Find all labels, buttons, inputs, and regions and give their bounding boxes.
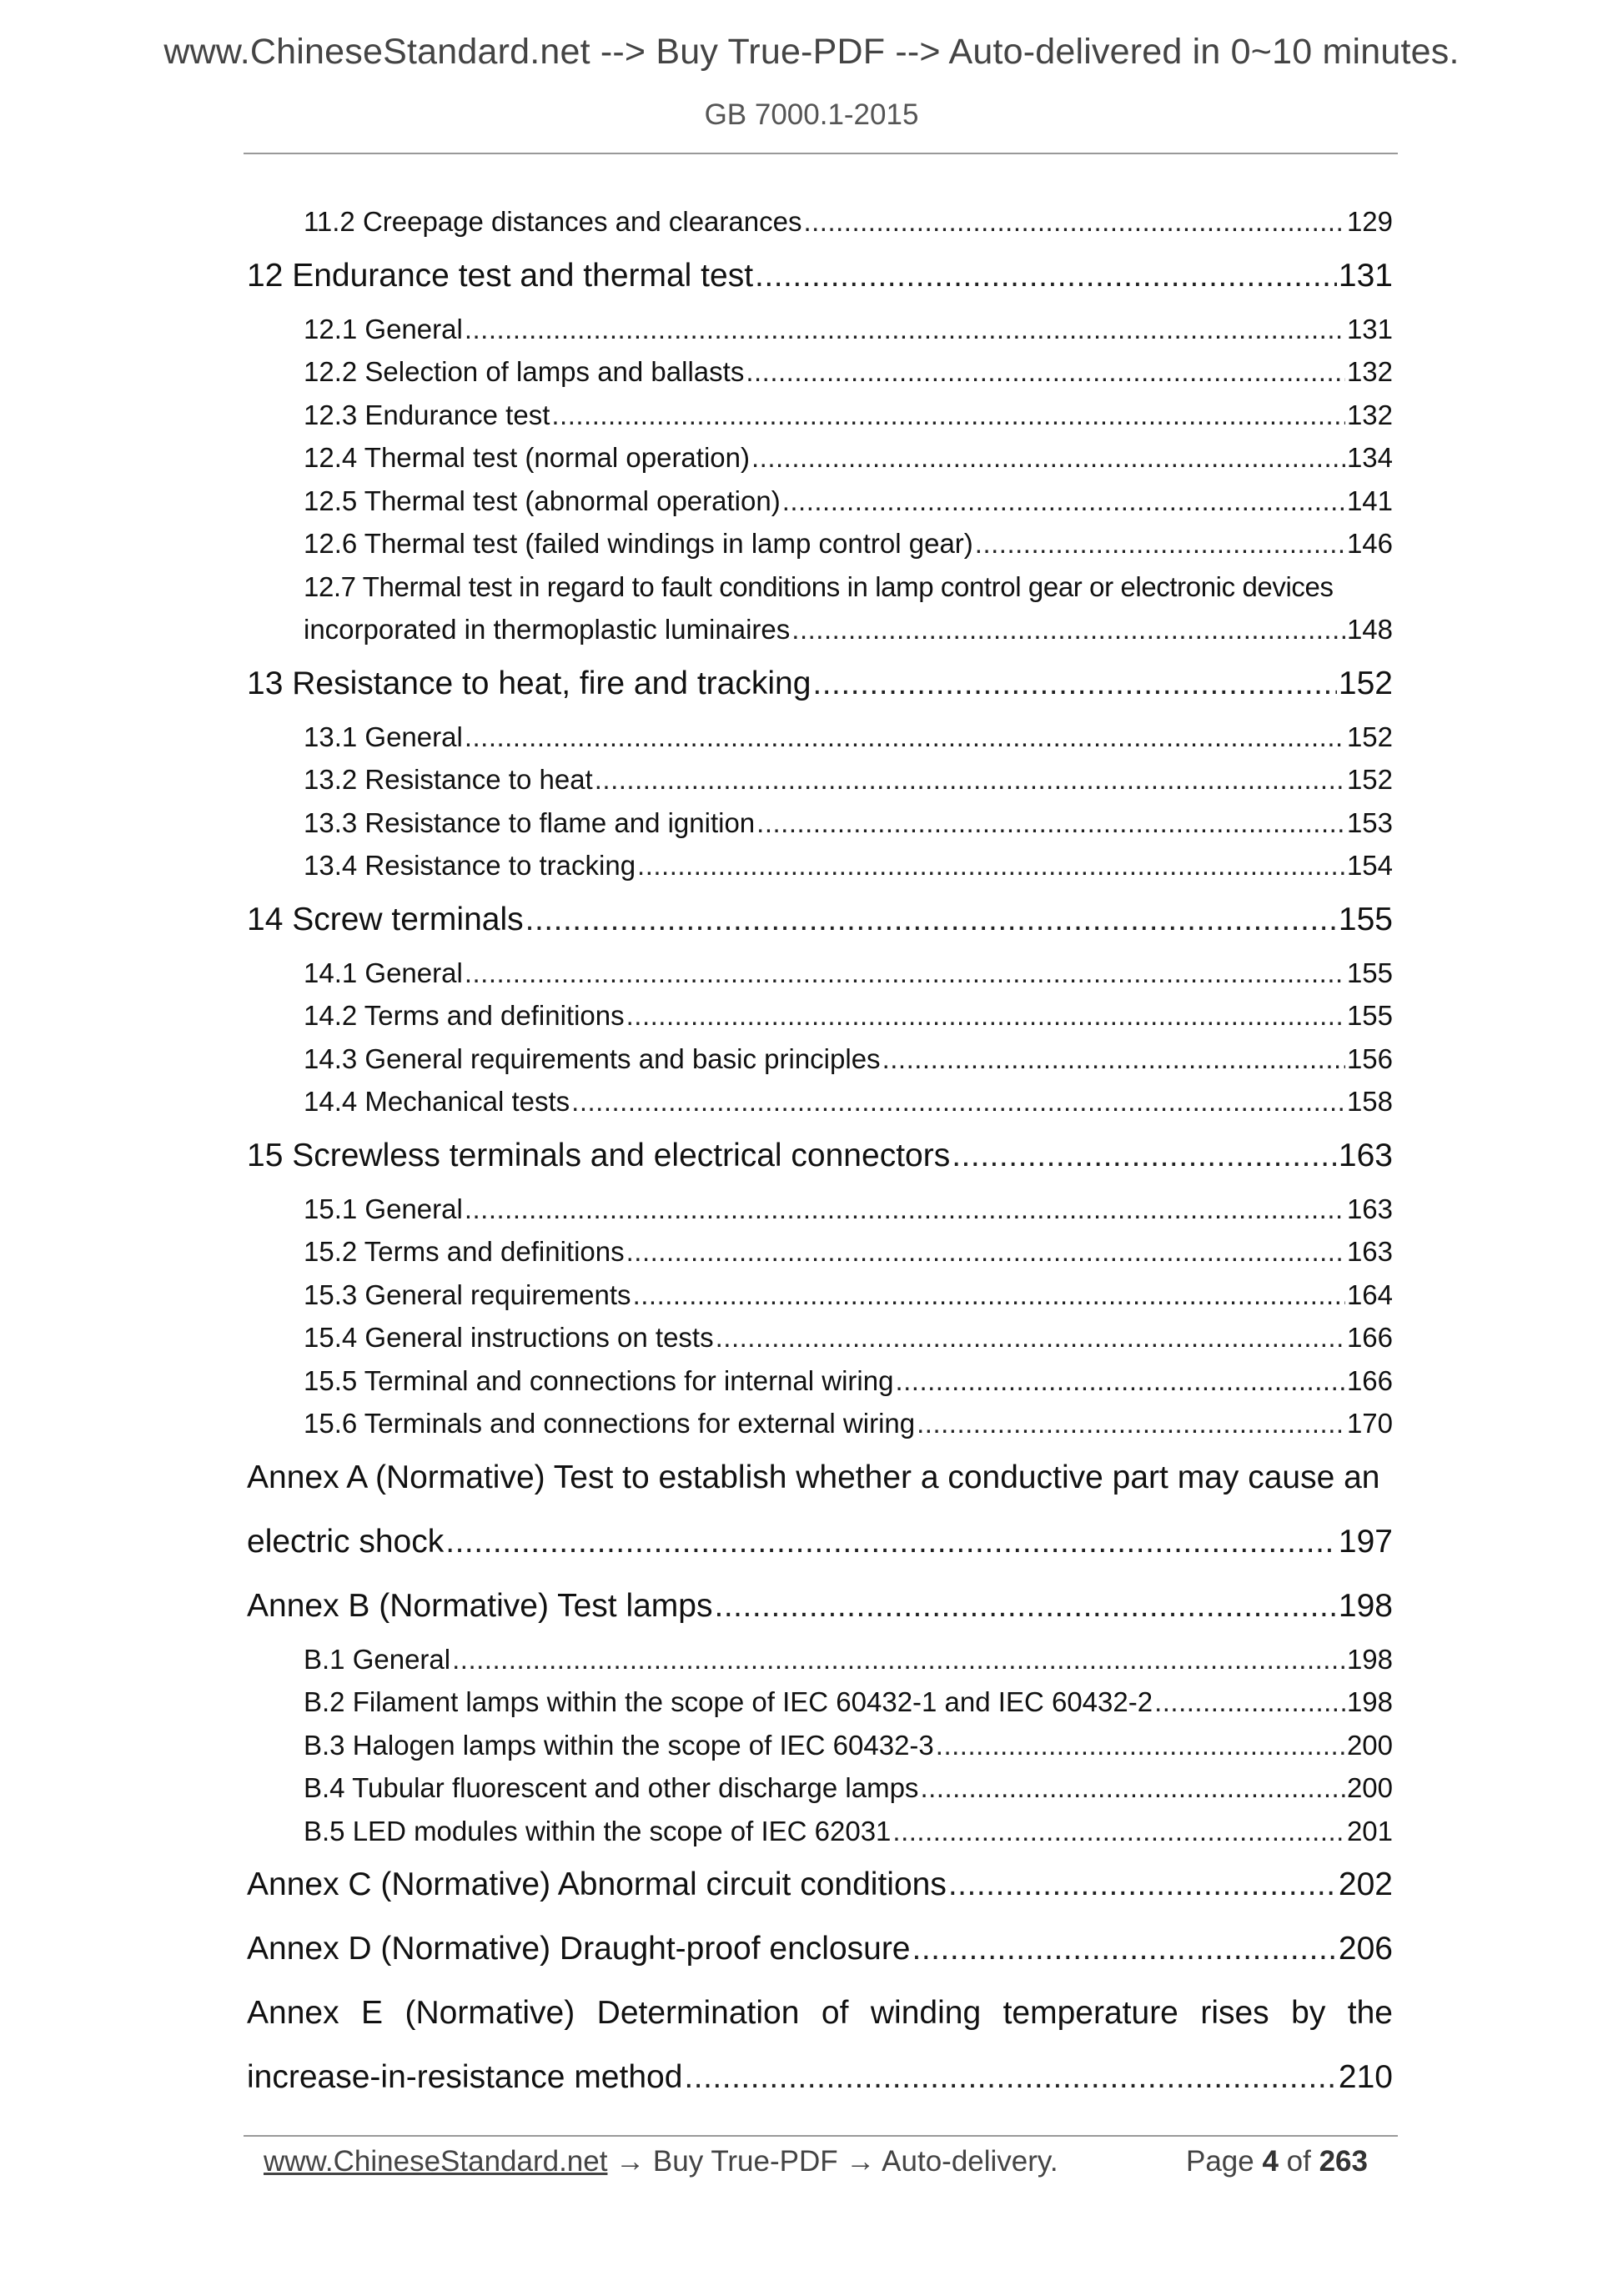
toc-entry-page: 166 xyxy=(1346,1322,1393,1353)
dot-leader xyxy=(525,887,1337,952)
toc-entry-title: Annex A (Normative) Test to establish whether a conductive part may cause an xyxy=(247,1459,1380,1495)
page-footer xyxy=(264,2145,1381,2178)
toc-entry-page: 164 xyxy=(1346,1279,1393,1310)
toc-entry-title: 15.3 General requirements xyxy=(304,1279,631,1310)
toc-entry-12-5[interactable] xyxy=(247,480,1393,523)
toc-entry-title: B.5 LED modules within the scope of IEC 62031 xyxy=(304,1815,892,1846)
toc-entry-title: 13.1 General xyxy=(304,721,463,752)
toc-entry-title: 14.2 Terms and definitions xyxy=(304,1000,625,1031)
toc-entry-page: 170 xyxy=(1346,1408,1393,1439)
document-id: GB 7000.1-2015 xyxy=(704,98,919,131)
dot-leader xyxy=(1154,1681,1345,1724)
source-banner: www.ChineseStandard.net --> Buy True-PDF --> Auto-delivered in 0~10 minutes. xyxy=(163,32,1460,72)
toc-entry-annex-c[interactable] xyxy=(247,1852,1393,1917)
footer-link[interactable]: www.ChineseStandard.net xyxy=(264,2145,608,2178)
toc-entry-annex-a-line2[interactable] xyxy=(247,1510,1393,1574)
toc-entry-12-7-line2[interactable] xyxy=(247,608,1393,651)
toc-entry-13-4[interactable] xyxy=(247,844,1393,887)
toc-entry-title: 13.2 Resistance to heat xyxy=(304,764,593,795)
toc-entry-15-4[interactable] xyxy=(247,1316,1393,1359)
toc-entry-annex-d[interactable] xyxy=(247,1917,1393,1981)
toc-entry-title: Annex D (Normative) Draught-proof enclosure xyxy=(247,1931,911,1967)
dot-leader xyxy=(716,1316,1345,1359)
toc-entry-page: 141 xyxy=(1346,485,1393,516)
toc-entry-title: 12 Endurance test and thermal test xyxy=(247,257,754,294)
toc-entry-title: B.2 Filament lamps within the scope of IEC 60432-1 and IEC 60432-2 xyxy=(304,1686,1153,1717)
dot-leader xyxy=(637,844,1345,887)
toc-entry-title: 13 Resistance to heat, fire and tracking xyxy=(247,665,812,701)
toc-entry-b-1[interactable] xyxy=(247,1638,1393,1681)
toc-entry-page: 200 xyxy=(1346,1729,1393,1761)
dot-leader xyxy=(452,1638,1345,1681)
toc-entry-title-word: Determination xyxy=(596,1995,800,2031)
toc-entry-page: 163 xyxy=(1338,1137,1393,1173)
toc-entry-page: 198 xyxy=(1346,1686,1393,1717)
dot-leader xyxy=(626,994,1345,1037)
toc-entry-title: 15.5 Terminal and connections for internal wiring xyxy=(304,1364,894,1396)
toc-entry-title-word: (Normative) xyxy=(404,1995,575,2031)
dot-leader xyxy=(756,801,1345,845)
toc-entry-12[interactable] xyxy=(247,244,1393,308)
toc-entry-title-word: E xyxy=(361,1995,384,2031)
dot-leader xyxy=(746,350,1345,394)
dot-leader xyxy=(626,1230,1345,1274)
dot-leader xyxy=(445,1510,1337,1574)
toc-entry-page: 158 xyxy=(1346,1086,1393,1117)
toc-entry-13-2[interactable] xyxy=(247,758,1393,801)
page-number xyxy=(1186,2145,1368,2178)
toc-entry-page: 163 xyxy=(1346,1236,1393,1267)
toc-entry-page: 148 xyxy=(1346,614,1393,645)
dot-leader xyxy=(917,1402,1345,1445)
toc-entry-b-3[interactable] xyxy=(247,1724,1393,1767)
toc-entry-14-1[interactable] xyxy=(247,952,1393,995)
toc-entry-title: 12.2 Selection of lamps and ballasts xyxy=(304,356,745,387)
toc-entry-page: 154 xyxy=(1346,850,1393,881)
toc-entry-page: 146 xyxy=(1346,528,1393,559)
dot-leader xyxy=(684,2045,1337,2109)
toc-entry-page: 163 xyxy=(1346,1193,1393,1224)
toc-entry-15-6[interactable] xyxy=(247,1402,1393,1445)
toc-entry-11-2[interactable] xyxy=(247,200,1393,244)
toc-entry-15-2[interactable] xyxy=(247,1230,1393,1274)
toc-entry-title-word: by xyxy=(1291,1995,1326,2031)
toc-entry-14-3[interactable] xyxy=(247,1037,1393,1081)
toc-entry-title: 12.3 Endurance test xyxy=(304,399,550,430)
toc-entry-title: 15 Screwless terminals and electrical connectors xyxy=(247,1137,951,1173)
toc-entry-title: 12.6 Thermal test (failed windings in lamp control gear) xyxy=(304,528,973,559)
toc-entry-12-7-line1[interactable] xyxy=(247,565,1393,609)
toc-entry-page: 155 xyxy=(1346,1000,1393,1031)
toc-entry-annex-b[interactable] xyxy=(247,1574,1393,1638)
toc-entry-title: 14 Screw terminals xyxy=(247,901,524,937)
toc-entry-page: 152 xyxy=(1346,764,1393,795)
dot-leader xyxy=(714,1574,1336,1638)
dot-leader xyxy=(465,308,1345,351)
toc-entry-page: 197 xyxy=(1338,1523,1393,1560)
toc-entry-page: 198 xyxy=(1346,1643,1393,1675)
dot-leader xyxy=(882,1037,1345,1081)
dot-leader xyxy=(975,522,1345,565)
dot-leader xyxy=(912,1917,1337,1981)
toc-entry-page: 131 xyxy=(1346,313,1393,344)
toc-entry-15-5[interactable] xyxy=(247,1359,1393,1403)
toc-entry-title: 11.2 Creepage distances and clearances xyxy=(304,206,802,237)
toc-entry-page: 153 xyxy=(1346,806,1393,838)
toc-entry-title: 13.3 Resistance to flame and ignition xyxy=(304,806,756,838)
footer-divider xyxy=(244,2135,1398,2137)
toc-entry-page: 155 xyxy=(1338,901,1393,937)
dot-leader xyxy=(465,1188,1345,1231)
toc-entry-page: 202 xyxy=(1338,1866,1393,1902)
dot-leader xyxy=(633,1274,1345,1317)
toc-entry-15[interactable] xyxy=(247,1123,1393,1188)
toc-entry-title-word: temperature xyxy=(1002,1995,1178,2031)
toc-entry-annex-e-line1[interactable] xyxy=(247,1981,1393,2045)
toc-entry-page: 152 xyxy=(1346,721,1393,752)
dot-leader xyxy=(465,952,1345,995)
toc-entry-title-continued: incorporated in thermoplastic luminaires xyxy=(304,614,791,645)
toc-entry-title: 14.1 General xyxy=(304,957,463,988)
toc-entry-page: 200 xyxy=(1346,1772,1393,1803)
toc-entry-title-word: the xyxy=(1347,1995,1393,2031)
page-current: 4 xyxy=(1262,2145,1279,2178)
dot-leader xyxy=(551,394,1345,437)
toc-entry-title: 12.5 Thermal test (abnormal operation) xyxy=(304,485,781,516)
dot-leader xyxy=(755,244,1337,308)
toc-entry-title-word: Annex xyxy=(247,1995,339,2031)
toc-entry-title: 15.2 Terms and definitions xyxy=(304,1236,625,1267)
toc-entry-page: 152 xyxy=(1338,665,1393,701)
page-label: Page xyxy=(1185,2145,1254,2178)
toc-entry-title: B.4 Tubular fluorescent and other discharge lamps xyxy=(304,1772,919,1803)
dot-leader xyxy=(791,608,1345,651)
toc-entry-title: 15.1 General xyxy=(304,1193,463,1224)
toc-entry-annex-a-line1[interactable] xyxy=(247,1445,1393,1510)
table-of-contents xyxy=(247,200,1393,2109)
toc-entry-14[interactable] xyxy=(247,887,1393,952)
footer-tagline: → Buy True-PDF → Auto-delivery. xyxy=(607,2145,1058,2178)
toc-entry-title: B.1 General xyxy=(304,1643,451,1675)
toc-entry-b-2[interactable] xyxy=(247,1681,1393,1724)
dot-leader xyxy=(952,1123,1337,1188)
toc-entry-page: 131 xyxy=(1338,257,1393,294)
dot-leader xyxy=(782,480,1345,523)
toc-entry-b-5[interactable] xyxy=(247,1810,1393,1853)
dot-leader xyxy=(812,651,1337,716)
toc-entry-14-4[interactable] xyxy=(247,1080,1393,1123)
toc-entry-title-word: winding xyxy=(870,1995,982,2031)
toc-entry-15-3[interactable] xyxy=(247,1274,1393,1317)
toc-entry-13-3[interactable] xyxy=(247,801,1393,845)
dot-leader xyxy=(892,1810,1345,1853)
page-total: 263 xyxy=(1319,2145,1368,2178)
dot-leader xyxy=(895,1359,1344,1403)
toc-entry-title: 12.4 Thermal test (normal operation) xyxy=(304,442,750,473)
toc-entry-page: 201 xyxy=(1346,1815,1393,1846)
toc-entry-12-2[interactable] xyxy=(247,350,1393,394)
dot-leader xyxy=(571,1080,1345,1123)
toc-entry-title: 14.3 General requirements and basic principles xyxy=(304,1042,881,1074)
of-label: of xyxy=(1286,2145,1311,2178)
toc-entry-title: 12.1 General xyxy=(304,313,463,344)
toc-entry-title: 15.4 General instructions on tests xyxy=(304,1322,714,1353)
toc-entry-title-continued: increase-in-resistance method xyxy=(247,2059,683,2095)
toc-entry-13[interactable] xyxy=(247,651,1393,716)
toc-entry-page: 129 xyxy=(1346,206,1393,237)
toc-entry-12-6[interactable] xyxy=(247,522,1393,565)
toc-entry-page: 156 xyxy=(1346,1042,1393,1074)
toc-entry-title-continued: electric shock xyxy=(247,1523,445,1560)
toc-entry-title-word: rises xyxy=(1200,1995,1269,2031)
toc-entry-title-word: of xyxy=(821,1995,849,2031)
dot-leader xyxy=(948,1852,1337,1917)
toc-entry-page: 132 xyxy=(1346,399,1393,430)
dot-leader xyxy=(595,758,1345,801)
toc-entry-title: B.3 Halogen lamps within the scope of IEC 60432-3 xyxy=(304,1729,934,1761)
toc-entry-page: 210 xyxy=(1338,2059,1393,2095)
toc-entry-b-4[interactable] xyxy=(247,1766,1393,1810)
header-divider xyxy=(244,153,1398,154)
toc-entry-title: 13.4 Resistance to tracking xyxy=(304,850,636,881)
toc-entry-title: Annex B (Normative) Test lamps xyxy=(247,1587,713,1624)
toc-entry-title: 12.7 Thermal test in regard to fault conditions in lamp control gear or electronic devices xyxy=(304,570,1334,602)
toc-entry-page: 132 xyxy=(1346,356,1393,387)
toc-entry-title: 14.4 Mechanical tests xyxy=(304,1086,570,1117)
dot-leader xyxy=(465,716,1345,759)
toc-entry-12-3[interactable] xyxy=(247,394,1393,437)
toc-entry-12-1[interactable] xyxy=(247,308,1393,351)
dot-leader xyxy=(936,1724,1345,1767)
toc-entry-12-4[interactable] xyxy=(247,436,1393,480)
toc-entry-annex-e-line2[interactable] xyxy=(247,2045,1393,2109)
toc-entry-title: Annex C (Normative) Abnormal circuit conditions xyxy=(247,1866,947,1902)
dot-leader xyxy=(920,1766,1345,1810)
toc-entry-title: 15.6 Terminals and connections for external wiring xyxy=(304,1408,916,1439)
toc-entry-page: 134 xyxy=(1346,442,1393,473)
toc-entry-13-1[interactable] xyxy=(247,716,1393,759)
toc-entry-page: 155 xyxy=(1346,957,1393,988)
toc-entry-14-2[interactable] xyxy=(247,994,1393,1037)
toc-entry-page: 166 xyxy=(1346,1364,1393,1396)
toc-entry-page: 206 xyxy=(1338,1931,1393,1967)
toc-entry-15-1[interactable] xyxy=(247,1188,1393,1231)
dot-leader xyxy=(803,200,1344,244)
dot-leader xyxy=(751,436,1345,480)
toc-entry-page: 198 xyxy=(1338,1587,1393,1624)
